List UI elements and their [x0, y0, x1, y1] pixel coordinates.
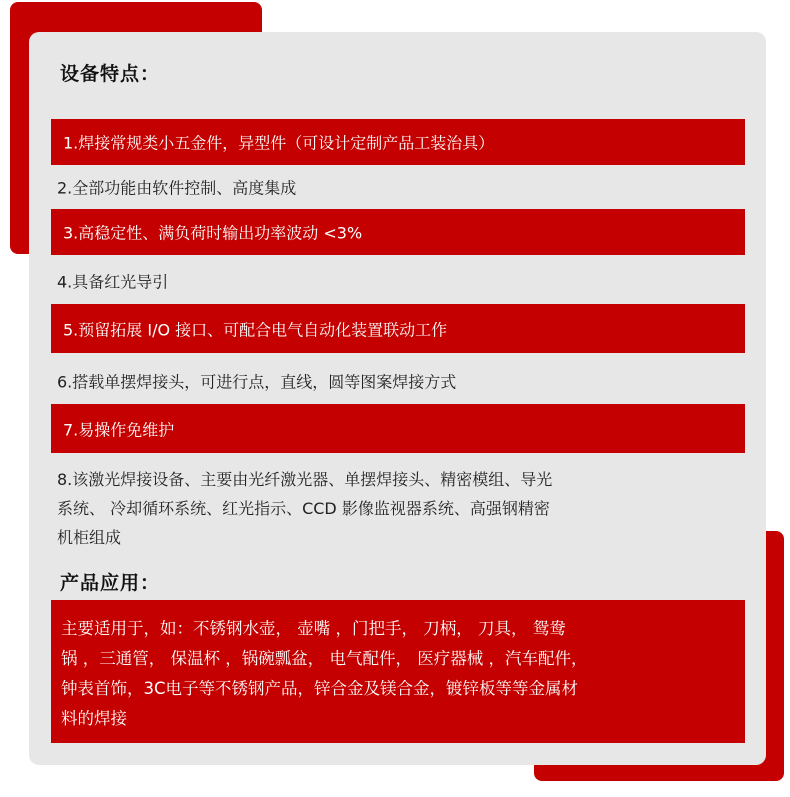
feature-item-1-text: 1.焊接常规类小五金件，异型件（可设计定制产品工装治具）	[63, 133, 495, 153]
feature-item-3	[51, 209, 745, 255]
feature-item-7	[51, 404, 745, 453]
applications-line: 锅 ，三通管， 保温杯 ，锅碗瓢盆， 电气配件， 医疗器械 ，汽车配件，	[61, 649, 588, 668]
feature-item-2-text: 2.全部功能由软件控制、高度集成	[57, 178, 297, 198]
feature-item-8	[57, 465, 737, 552]
feature-item-8-line: 系统、 冷却循环系统、红光指示、CCD 影像监视器系统、高强钢精密	[57, 499, 550, 518]
features-heading: 设备特点：	[60, 63, 161, 85]
feature-item-2	[51, 169, 745, 205]
feature-item-4-text: 4.具备红光导引	[57, 272, 169, 292]
feature-item-6	[51, 362, 745, 400]
feature-item-7-text: 7.易操作免维护	[63, 420, 175, 439]
feature-item-5-text: 5.预留拓展 I/O 接口、可配合电气自动化装置联动工作	[63, 320, 448, 339]
feature-item-6-text: 6.搭载单摆焊接头，可进行点，直线，圆等图案焊接方式	[57, 372, 457, 392]
feature-item-4	[51, 262, 745, 300]
applications-line: 料的焊接	[61, 709, 127, 728]
applications-box	[51, 600, 745, 743]
feature-item-8-line: 8.该激光焊接设备、主要由光纤激光器、单摆焊接头、精密模组、导光	[57, 470, 553, 489]
feature-item-1	[51, 119, 745, 165]
feature-item-8-line: 机柜组成	[57, 528, 122, 547]
applications-heading: 产品应用：	[60, 572, 161, 594]
feature-item-3-text: 3.高稳定性、满负荷时输出功率波动 <3%	[63, 223, 363, 243]
applications-line: 主要适用于，如：不锈钢水壶， 壶嘴 ，门把手， 刀柄， 刀具， 鸳鸯	[61, 619, 566, 638]
feature-item-5	[51, 304, 745, 353]
applications-line: 钟表首饰，3C电子等不锈钢产品，锌合金及镁合金，镀锌板等等金属材	[61, 679, 579, 698]
